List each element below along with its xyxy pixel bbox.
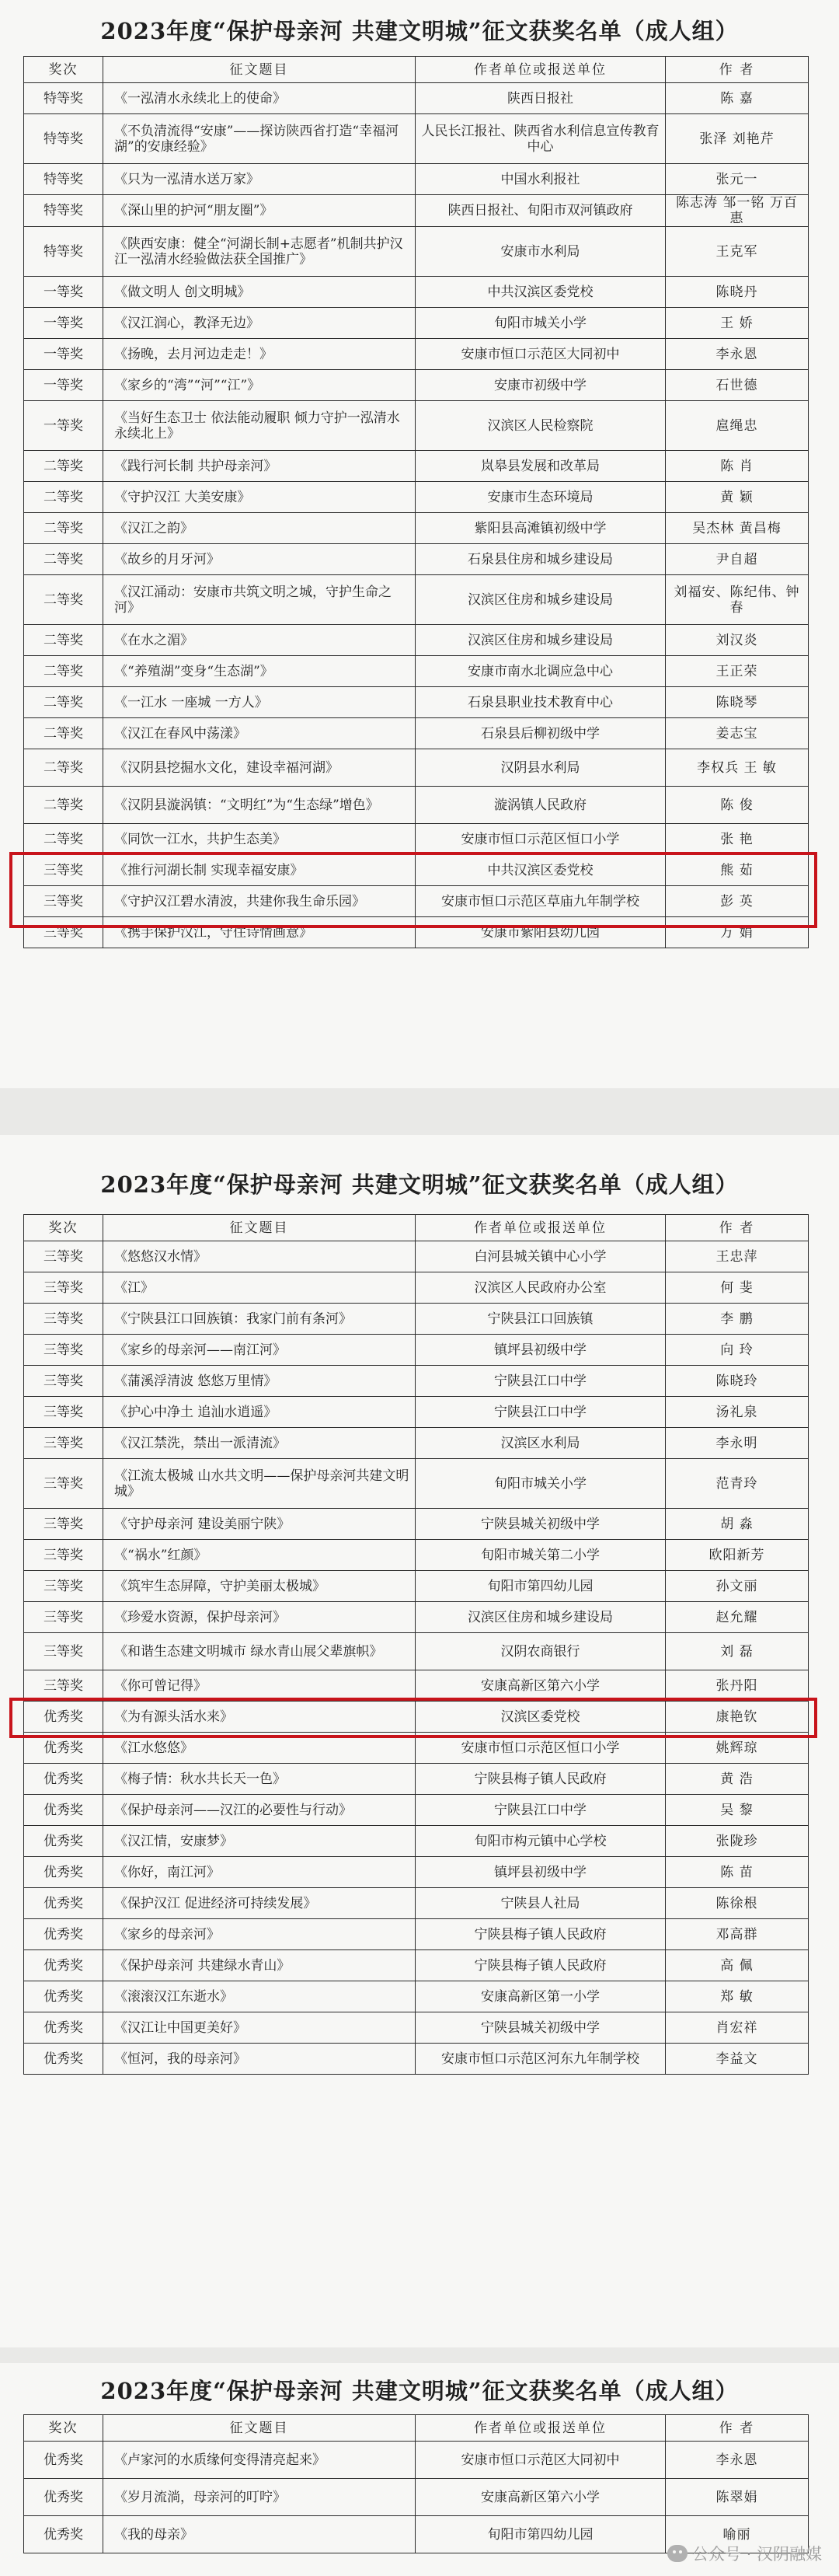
table-row [24, 164, 809, 195]
table-row [24, 787, 809, 824]
page-gap [0, 1088, 839, 1135]
author-unit-cell: 旬阳市城关小学 [416, 1459, 666, 1509]
essay-title-cell: 《一江水 一座城 一方人》 [103, 687, 416, 718]
author-unit-cell: 汉滨区水利局 [416, 1428, 666, 1459]
author-unit-cell: 陕西日报社、旬阳市双河镇政府 [416, 195, 666, 227]
author-name-cell: 李 鹏 [666, 1304, 809, 1335]
author-name-cell: 陈晓琴 [666, 687, 809, 718]
award-level-cell: 一等奖 [24, 401, 103, 451]
watermark [667, 2542, 822, 2565]
essay-title-cell: 《当好生态卫士 依法能动履职 倾力守护一泓清水永续北上》 [103, 401, 416, 451]
author-name-cell: 赵允耀 [666, 1602, 809, 1633]
table-row [24, 451, 809, 482]
award-level-cell: 二等奖 [24, 451, 103, 482]
author-name-cell: 刘汉炎 [666, 625, 809, 656]
award-level-cell: 二等奖 [24, 482, 103, 513]
author-unit-cell: 旬阳市第四幼儿园 [416, 2516, 666, 2553]
award-level-cell: 优秀奖 [24, 1826, 103, 1857]
author-name-cell: 汤礼泉 [666, 1397, 809, 1428]
author-name-cell: 孙文丽 [666, 1571, 809, 1602]
author-unit-cell: 安康市恒口示范区河东九年制学校 [416, 2044, 666, 2075]
author-name-cell: 石世德 [666, 370, 809, 401]
table-row [24, 1702, 809, 1733]
author-unit-cell: 中国水利报社 [416, 164, 666, 195]
author-unit-cell: 旬阳市构元镇中心学校 [416, 1826, 666, 1857]
author-name-cell: 高 佩 [666, 1950, 809, 1981]
author-unit-cell: 安康高新区第六小学 [416, 1670, 666, 1702]
award-level-cell: 三等奖 [24, 1241, 103, 1272]
author-name-cell: 胡 淼 [666, 1509, 809, 1540]
author-unit-cell: 紫阳县高滩镇初级中学 [416, 513, 666, 544]
author-name-cell: 姜志宝 [666, 718, 809, 749]
essay-title-cell: 《汉江情，安康梦》 [103, 1826, 416, 1857]
author-unit-cell: 汉滨区人民检察院 [416, 401, 666, 451]
award-level-cell: 优秀奖 [24, 1919, 103, 1950]
essay-title-cell: 《悠悠汉水情》 [103, 1241, 416, 1272]
essay-title-cell: 《江》 [103, 1272, 416, 1304]
award-level-cell: 三等奖 [24, 1602, 103, 1633]
author-name-cell: 陈晓玲 [666, 1366, 809, 1397]
essay-title-cell: 《深山里的护河“朋友圈”》 [103, 195, 416, 227]
award-level-cell: 二等奖 [24, 749, 103, 787]
table-row [24, 1509, 809, 1540]
author-unit-cell: 安康市水利局 [416, 227, 666, 277]
watermark-text: 公众号 · 汉阴融媒 [691, 2545, 822, 2564]
table-row [24, 824, 809, 855]
author-unit-cell: 安康高新区第六小学 [416, 2479, 666, 2516]
header-author-unit: 作者单位或报送单位 [416, 57, 666, 83]
award-level-cell: 三等奖 [24, 1335, 103, 1366]
author-name-cell: 陈晓丹 [666, 277, 809, 308]
essay-title-cell: 《只为一泓清水送万家》 [103, 164, 416, 195]
table-row [24, 855, 809, 886]
table-row [24, 575, 809, 625]
essay-title-cell: 《守护母亲河 建设美丽宁陕》 [103, 1509, 416, 1540]
author-name-cell: 黄 颖 [666, 482, 809, 513]
award-level-cell: 三等奖 [24, 1397, 103, 1428]
essay-title-cell: 《宁陕县江口回族镇：我家门前有条河》 [103, 1304, 416, 1335]
award-level-cell: 优秀奖 [24, 1733, 103, 1764]
author-name-cell: 肖宏祥 [666, 2012, 809, 2044]
author-unit-cell: 安康市南水北调应急中心 [416, 656, 666, 687]
table-row [24, 1540, 809, 1571]
header-author-unit: 作者单位或报送单位 [416, 1215, 666, 1241]
author-name-cell: 吴 黎 [666, 1795, 809, 1826]
table-row [24, 1857, 809, 1888]
table-row [24, 1981, 809, 2012]
award-level-cell: 一等奖 [24, 339, 103, 370]
award-level-cell: 优秀奖 [24, 2012, 103, 2044]
author-unit-cell: 旬阳市城关小学 [416, 308, 666, 339]
award-level-cell: 一等奖 [24, 308, 103, 339]
essay-title-cell: 《在水之湄》 [103, 625, 416, 656]
essay-title-cell: 《珍爱水资源，保护母亲河》 [103, 1602, 416, 1633]
author-name-cell: 张泽 刘艳芹 [666, 114, 809, 164]
table-row [24, 1272, 809, 1304]
essay-title-cell: 《推行河湖长制 实现幸福安康》 [103, 855, 416, 886]
table-row [24, 1795, 809, 1826]
award-level-cell: 优秀奖 [24, 2044, 103, 2075]
table-row [24, 1950, 809, 1981]
author-name-cell: 李永恩 [666, 2442, 809, 2479]
award-table [23, 1214, 809, 2075]
award-level-cell: 三等奖 [24, 1633, 103, 1670]
author-unit-cell: 宁陕县江口中学 [416, 1397, 666, 1428]
essay-title-cell: 《岁月流淌，母亲河的叮咛》 [103, 2479, 416, 2516]
table-row [24, 482, 809, 513]
author-name-cell: 万 娟 [666, 917, 809, 948]
author-unit-cell: 宁陕县梅子镇人民政府 [416, 1950, 666, 1981]
table-row [24, 1888, 809, 1919]
author-name-cell: 喻丽 [666, 2516, 809, 2553]
essay-title-cell: 《携手保护汉江，守住诗情画意》 [103, 917, 416, 948]
table-row [24, 1335, 809, 1366]
essay-title-cell: 《滚滚汉江东逝水》 [103, 1981, 416, 2012]
author-unit-cell: 汉滨区人民政府办公室 [416, 1272, 666, 1304]
table-row [24, 1366, 809, 1397]
table-row [24, 339, 809, 370]
table-row [24, 1571, 809, 1602]
table-row [24, 1633, 809, 1670]
header-author-unit: 作者单位或报送单位 [416, 2415, 666, 2442]
award-level-cell: 二等奖 [24, 625, 103, 656]
table-row [24, 370, 809, 401]
award-level-cell: 三等奖 [24, 886, 103, 917]
author-unit-cell: 安康市初级中学 [416, 370, 666, 401]
author-unit-cell: 汉滨区住房和城乡建设局 [416, 1602, 666, 1633]
award-level-cell: 三等奖 [24, 1428, 103, 1459]
author-name-cell: 刘 磊 [666, 1633, 809, 1670]
table-row [24, 1397, 809, 1428]
award-level-cell: 二等奖 [24, 575, 103, 625]
award-level-cell: 一等奖 [24, 370, 103, 401]
table-row [24, 1733, 809, 1764]
essay-title-cell: 《汉江禁洗，禁出一派清流》 [103, 1428, 416, 1459]
award-level-cell: 三等奖 [24, 1540, 103, 1571]
author-unit-cell: 石泉县后柳初级中学 [416, 718, 666, 749]
author-name-cell: 王忠萍 [666, 1241, 809, 1272]
award-table [23, 56, 809, 948]
header-award-level: 奖次 [24, 1215, 103, 1241]
award-level-cell: 二等奖 [24, 787, 103, 824]
essay-title-cell: 《蒲溪浮清波 悠悠万里情》 [103, 1366, 416, 1397]
header-essay-title: 征文题目 [103, 2415, 416, 2442]
author-unit-cell: 安康市恒口示范区草庙九年制学校 [416, 886, 666, 917]
table-row [24, 1304, 809, 1335]
author-name-cell: 陈 苗 [666, 1857, 809, 1888]
author-unit-cell: 安康市恒口示范区大同初中 [416, 2442, 666, 2479]
author-name-cell: 欧阳新芳 [666, 1540, 809, 1571]
header-essay-title: 征文题目 [103, 1215, 416, 1241]
author-unit-cell: 宁陕县城关初级中学 [416, 1509, 666, 1540]
award-level-cell: 优秀奖 [24, 1981, 103, 2012]
award-level-cell: 特等奖 [24, 114, 103, 164]
award-level-cell: 优秀奖 [24, 1857, 103, 1888]
table-row [24, 1670, 809, 1702]
award-level-cell: 二等奖 [24, 824, 103, 855]
author-unit-cell: 汉滨区住房和城乡建设局 [416, 575, 666, 625]
author-unit-cell: 镇坪县初级中学 [416, 1335, 666, 1366]
author-name-cell: 邓高群 [666, 1919, 809, 1950]
author-unit-cell: 中共汉滨区委党校 [416, 277, 666, 308]
award-level-cell: 三等奖 [24, 917, 103, 948]
table-row [24, 1602, 809, 1633]
essay-title-cell: 《不负清流得“安康”——探访陕西省打造“幸福河湖”的安康经验》 [103, 114, 416, 164]
essay-title-cell: 《保护母亲河——汉江的必要性与行动》 [103, 1795, 416, 1826]
sheet-title: 2023年度“保护母亲河 共建文明城”征文获奖名单（成人组） [100, 18, 739, 44]
author-name-cell: 张丹阳 [666, 1670, 809, 1702]
essay-title-cell: 《筑牢生态屏障，守护美丽太极城》 [103, 1571, 416, 1602]
table-row [24, 277, 809, 308]
essay-title-cell: 《家乡的母亲河——南江河》 [103, 1335, 416, 1366]
award-level-cell: 三等奖 [24, 1459, 103, 1509]
essay-title-cell: 《汉江涌动：安康市共筑文明之城，守护生命之河》 [103, 575, 416, 625]
essay-title-cell: 《“养殖湖”变身“生态湖”》 [103, 656, 416, 687]
author-unit-cell: 旬阳市城关第二小学 [416, 1540, 666, 1571]
award-level-cell: 三等奖 [24, 1509, 103, 1540]
author-name-cell: 李益文 [666, 2044, 809, 2075]
essay-title-cell: 《扬晚，去月河边走走！》 [103, 339, 416, 370]
author-name-cell: 陈 俊 [666, 787, 809, 824]
award-level-cell: 特等奖 [24, 195, 103, 227]
essay-title-cell: 《保护母亲河 共建绿水青山》 [103, 1950, 416, 1981]
table-row [24, 749, 809, 787]
author-unit-cell: 宁陕县江口回族镇 [416, 1304, 666, 1335]
header-essay-title: 征文题目 [103, 57, 416, 83]
author-name-cell: 陈翠娟 [666, 2479, 809, 2516]
award-level-cell: 二等奖 [24, 656, 103, 687]
sheet-title: 2023年度“保护母亲河 共建文明城”征文获奖名单（成人组） [100, 2378, 739, 2404]
author-unit-cell: 岚皋县发展和改革局 [416, 451, 666, 482]
award-level-cell: 优秀奖 [24, 2442, 103, 2479]
essay-title-cell: 《保护汉江 促进经济可持续发展》 [103, 1888, 416, 1919]
author-unit-cell: 人民长江报社、陕西省水利信息宣传教育中心 [416, 114, 666, 164]
author-unit-cell: 安康市紫阳县幼儿园 [416, 917, 666, 948]
sheet-1 [0, 0, 839, 1088]
essay-title-cell: 《故乡的月牙河》 [103, 544, 416, 575]
header-author-name: 作 者 [666, 57, 809, 83]
award-level-cell: 特等奖 [24, 83, 103, 114]
essay-title-cell: 《做文明人 创文明城》 [103, 277, 416, 308]
award-level-cell: 二等奖 [24, 513, 103, 544]
essay-title-cell: 《恒河，我的母亲河》 [103, 2044, 416, 2075]
award-level-cell: 二等奖 [24, 544, 103, 575]
table-header-row [24, 2415, 809, 2442]
essay-title-cell: 《同饮一江水，共护生态美》 [103, 824, 416, 855]
author-name-cell: 王正荣 [666, 656, 809, 687]
table-row [24, 2044, 809, 2075]
author-unit-cell: 安康市恒口示范区恒口小学 [416, 824, 666, 855]
award-level-cell: 二等奖 [24, 718, 103, 749]
author-unit-cell: 汉滨区委党校 [416, 1702, 666, 1733]
author-unit-cell: 宁陕县梅子镇人民政府 [416, 1919, 666, 1950]
essay-title-cell: 《守护汉江碧水清波，共建你我生命乐园》 [103, 886, 416, 917]
table-row [24, 544, 809, 575]
award-level-cell: 优秀奖 [24, 2479, 103, 2516]
essay-title-cell: 《汉江润心，教泽无边》 [103, 308, 416, 339]
author-name-cell: 陈 嘉 [666, 83, 809, 114]
author-unit-cell: 漩涡镇人民政府 [416, 787, 666, 824]
author-unit-cell: 汉阴县水利局 [416, 749, 666, 787]
essay-title-cell: 《江水悠悠》 [103, 1733, 416, 1764]
table-row [24, 83, 809, 114]
essay-title-cell: 《我的母亲》 [103, 2516, 416, 2553]
author-name-cell: 陈 肖 [666, 451, 809, 482]
sheet-2 [0, 1135, 839, 2347]
essay-title-cell: 《护心中净土 追汕水逍遥》 [103, 1397, 416, 1428]
author-name-cell: 尹自超 [666, 544, 809, 575]
essay-title-cell: 《江流太极城 山水共文明——保护母亲河共建文明城》 [103, 1459, 416, 1509]
author-unit-cell: 汉滨区住房和城乡建设局 [416, 625, 666, 656]
author-unit-cell: 石泉县职业技术教育中心 [416, 687, 666, 718]
author-name-cell: 吴杰林 黄昌梅 [666, 513, 809, 544]
essay-title-cell: 《你可曾记得》 [103, 1670, 416, 1702]
author-name-cell: 李永恩 [666, 339, 809, 370]
essay-title-cell: 《一泓清水永续北上的使命》 [103, 83, 416, 114]
table-row [24, 401, 809, 451]
essay-title-cell: 《“祸水”红颜》 [103, 1540, 416, 1571]
page-gap [0, 2347, 839, 2363]
essay-title-cell: 《汉阴县漩涡镇：“文明红”为“生态绿”增色》 [103, 787, 416, 824]
award-level-cell: 三等奖 [24, 1571, 103, 1602]
header-award-level: 奖次 [24, 2415, 103, 2442]
table-header-row [24, 57, 809, 83]
author-unit-cell: 旬阳市第四幼儿园 [416, 1571, 666, 1602]
author-unit-cell: 宁陕县人社局 [416, 1888, 666, 1919]
table-row [24, 308, 809, 339]
author-name-cell: 王克军 [666, 227, 809, 277]
header-author-name: 作 者 [666, 1215, 809, 1241]
table-row [24, 718, 809, 749]
sheet-3 [0, 2363, 839, 2576]
table-row [24, 2012, 809, 2044]
table-row [24, 1241, 809, 1272]
author-name-cell: 陈徐根 [666, 1888, 809, 1919]
header-author-name: 作 者 [666, 2415, 809, 2442]
essay-title-cell: 《卢家河的水质缘何变得清亮起来》 [103, 2442, 416, 2479]
table-row [24, 625, 809, 656]
author-name-cell: 姚辉琼 [666, 1733, 809, 1764]
table-row [24, 687, 809, 718]
sheet-title: 2023年度“保护母亲河 共建文明城”征文获奖名单（成人组） [100, 1171, 739, 1198]
award-level-cell: 三等奖 [24, 855, 103, 886]
author-name-cell: 张陇珍 [666, 1826, 809, 1857]
author-name-cell: 李永明 [666, 1428, 809, 1459]
award-level-cell: 优秀奖 [24, 1702, 103, 1733]
author-name-cell: 向 玲 [666, 1335, 809, 1366]
essay-title-cell: 《家乡的“湾”“河”“江”》 [103, 370, 416, 401]
award-level-cell: 一等奖 [24, 277, 103, 308]
header-award-level: 奖次 [24, 57, 103, 83]
award-level-cell: 优秀奖 [24, 1795, 103, 1826]
author-name-cell: 范青玲 [666, 1459, 809, 1509]
table-row [24, 227, 809, 277]
author-name-cell: 何 斐 [666, 1272, 809, 1304]
author-unit-cell: 安康市恒口示范区大同初中 [416, 339, 666, 370]
author-name-cell: 张元一 [666, 164, 809, 195]
author-unit-cell: 汉阴农商银行 [416, 1633, 666, 1670]
award-level-cell: 优秀奖 [24, 1764, 103, 1795]
author-name-cell: 扈绳忠 [666, 401, 809, 451]
author-name-cell: 张 艳 [666, 824, 809, 855]
author-unit-cell: 宁陕县梅子镇人民政府 [416, 1764, 666, 1795]
author-unit-cell: 白河县城关镇中心小学 [416, 1241, 666, 1272]
award-level-cell: 二等奖 [24, 687, 103, 718]
table-header-row [24, 1215, 809, 1241]
author-name-cell: 郑 敏 [666, 1981, 809, 2012]
table-row [24, 656, 809, 687]
author-unit-cell: 中共汉滨区委党校 [416, 855, 666, 886]
table-row [24, 1764, 809, 1795]
table-row [24, 2442, 809, 2479]
essay-title-cell: 《守护汉江 大美安康》 [103, 482, 416, 513]
essay-title-cell: 《汉江让中国更美好》 [103, 2012, 416, 2044]
author-name-cell: 刘福安、陈纪伟、钟春 [666, 575, 809, 625]
table-row [24, 886, 809, 917]
award-level-cell: 特等奖 [24, 164, 103, 195]
author-unit-cell: 镇坪县初级中学 [416, 1857, 666, 1888]
author-unit-cell: 安康市生态环境局 [416, 482, 666, 513]
table-row [24, 1459, 809, 1509]
essay-title-cell: 《和谐生态建文明城市 绿水青山展父辈旗帜》 [103, 1633, 416, 1670]
essay-title-cell: 《梅子情：秋水共长天一色》 [103, 1764, 416, 1795]
award-level-cell: 优秀奖 [24, 1950, 103, 1981]
author-unit-cell: 石泉县住房和城乡建设局 [416, 544, 666, 575]
award-table [23, 2414, 809, 2553]
award-level-cell: 优秀奖 [24, 1888, 103, 1919]
essay-title-cell: 《汉江在春风中荡漾》 [103, 718, 416, 749]
author-name-cell: 黄 浩 [666, 1764, 809, 1795]
table-row [24, 2479, 809, 2516]
table-row [24, 513, 809, 544]
award-level-cell: 优秀奖 [24, 2516, 103, 2553]
author-unit-cell: 宁陕县江口中学 [416, 1366, 666, 1397]
essay-title-cell: 《汉江之韵》 [103, 513, 416, 544]
essay-title-cell: 《汉阴县挖掘水文化，建设幸福河湖》 [103, 749, 416, 787]
award-level-cell: 三等奖 [24, 1304, 103, 1335]
essay-title-cell: 《践行河长制 共护母亲河》 [103, 451, 416, 482]
award-level-cell: 三等奖 [24, 1366, 103, 1397]
author-unit-cell: 安康市恒口示范区恒口小学 [416, 1733, 666, 1764]
table-row [24, 1428, 809, 1459]
table-row [24, 114, 809, 164]
author-name-cell: 王 娇 [666, 308, 809, 339]
author-name-cell: 李权兵 王 敏 [666, 749, 809, 787]
essay-title-cell: 《为有源头活水来》 [103, 1702, 416, 1733]
author-name-cell: 康艳钦 [666, 1702, 809, 1733]
essay-title-cell: 《家乡的母亲河》 [103, 1919, 416, 1950]
author-unit-cell: 宁陕县城关初级中学 [416, 2012, 666, 2044]
table-row [24, 1826, 809, 1857]
award-level-cell: 特等奖 [24, 227, 103, 277]
essay-title-cell: 《你好，南江河》 [103, 1857, 416, 1888]
wechat-icon [667, 2545, 688, 2562]
award-level-cell: 三等奖 [24, 1272, 103, 1304]
author-unit-cell: 宁陕县江口中学 [416, 1795, 666, 1826]
author-name-cell: 熊 茹 [666, 855, 809, 886]
table-row [24, 917, 809, 948]
essay-title-cell: 《陕西安康：健全“河湖长制+志愿者”机制共护汉江一泓清水经验做法获全国推广》 [103, 227, 416, 277]
author-unit-cell: 陕西日报社 [416, 83, 666, 114]
table-row [24, 195, 809, 227]
author-name-cell: 陈志涛 邹一铭 万百惠 [666, 195, 809, 227]
author-unit-cell: 安康高新区第一小学 [416, 1981, 666, 2012]
award-level-cell: 三等奖 [24, 1670, 103, 1702]
table-row [24, 1919, 809, 1950]
author-name-cell: 彭 英 [666, 886, 809, 917]
